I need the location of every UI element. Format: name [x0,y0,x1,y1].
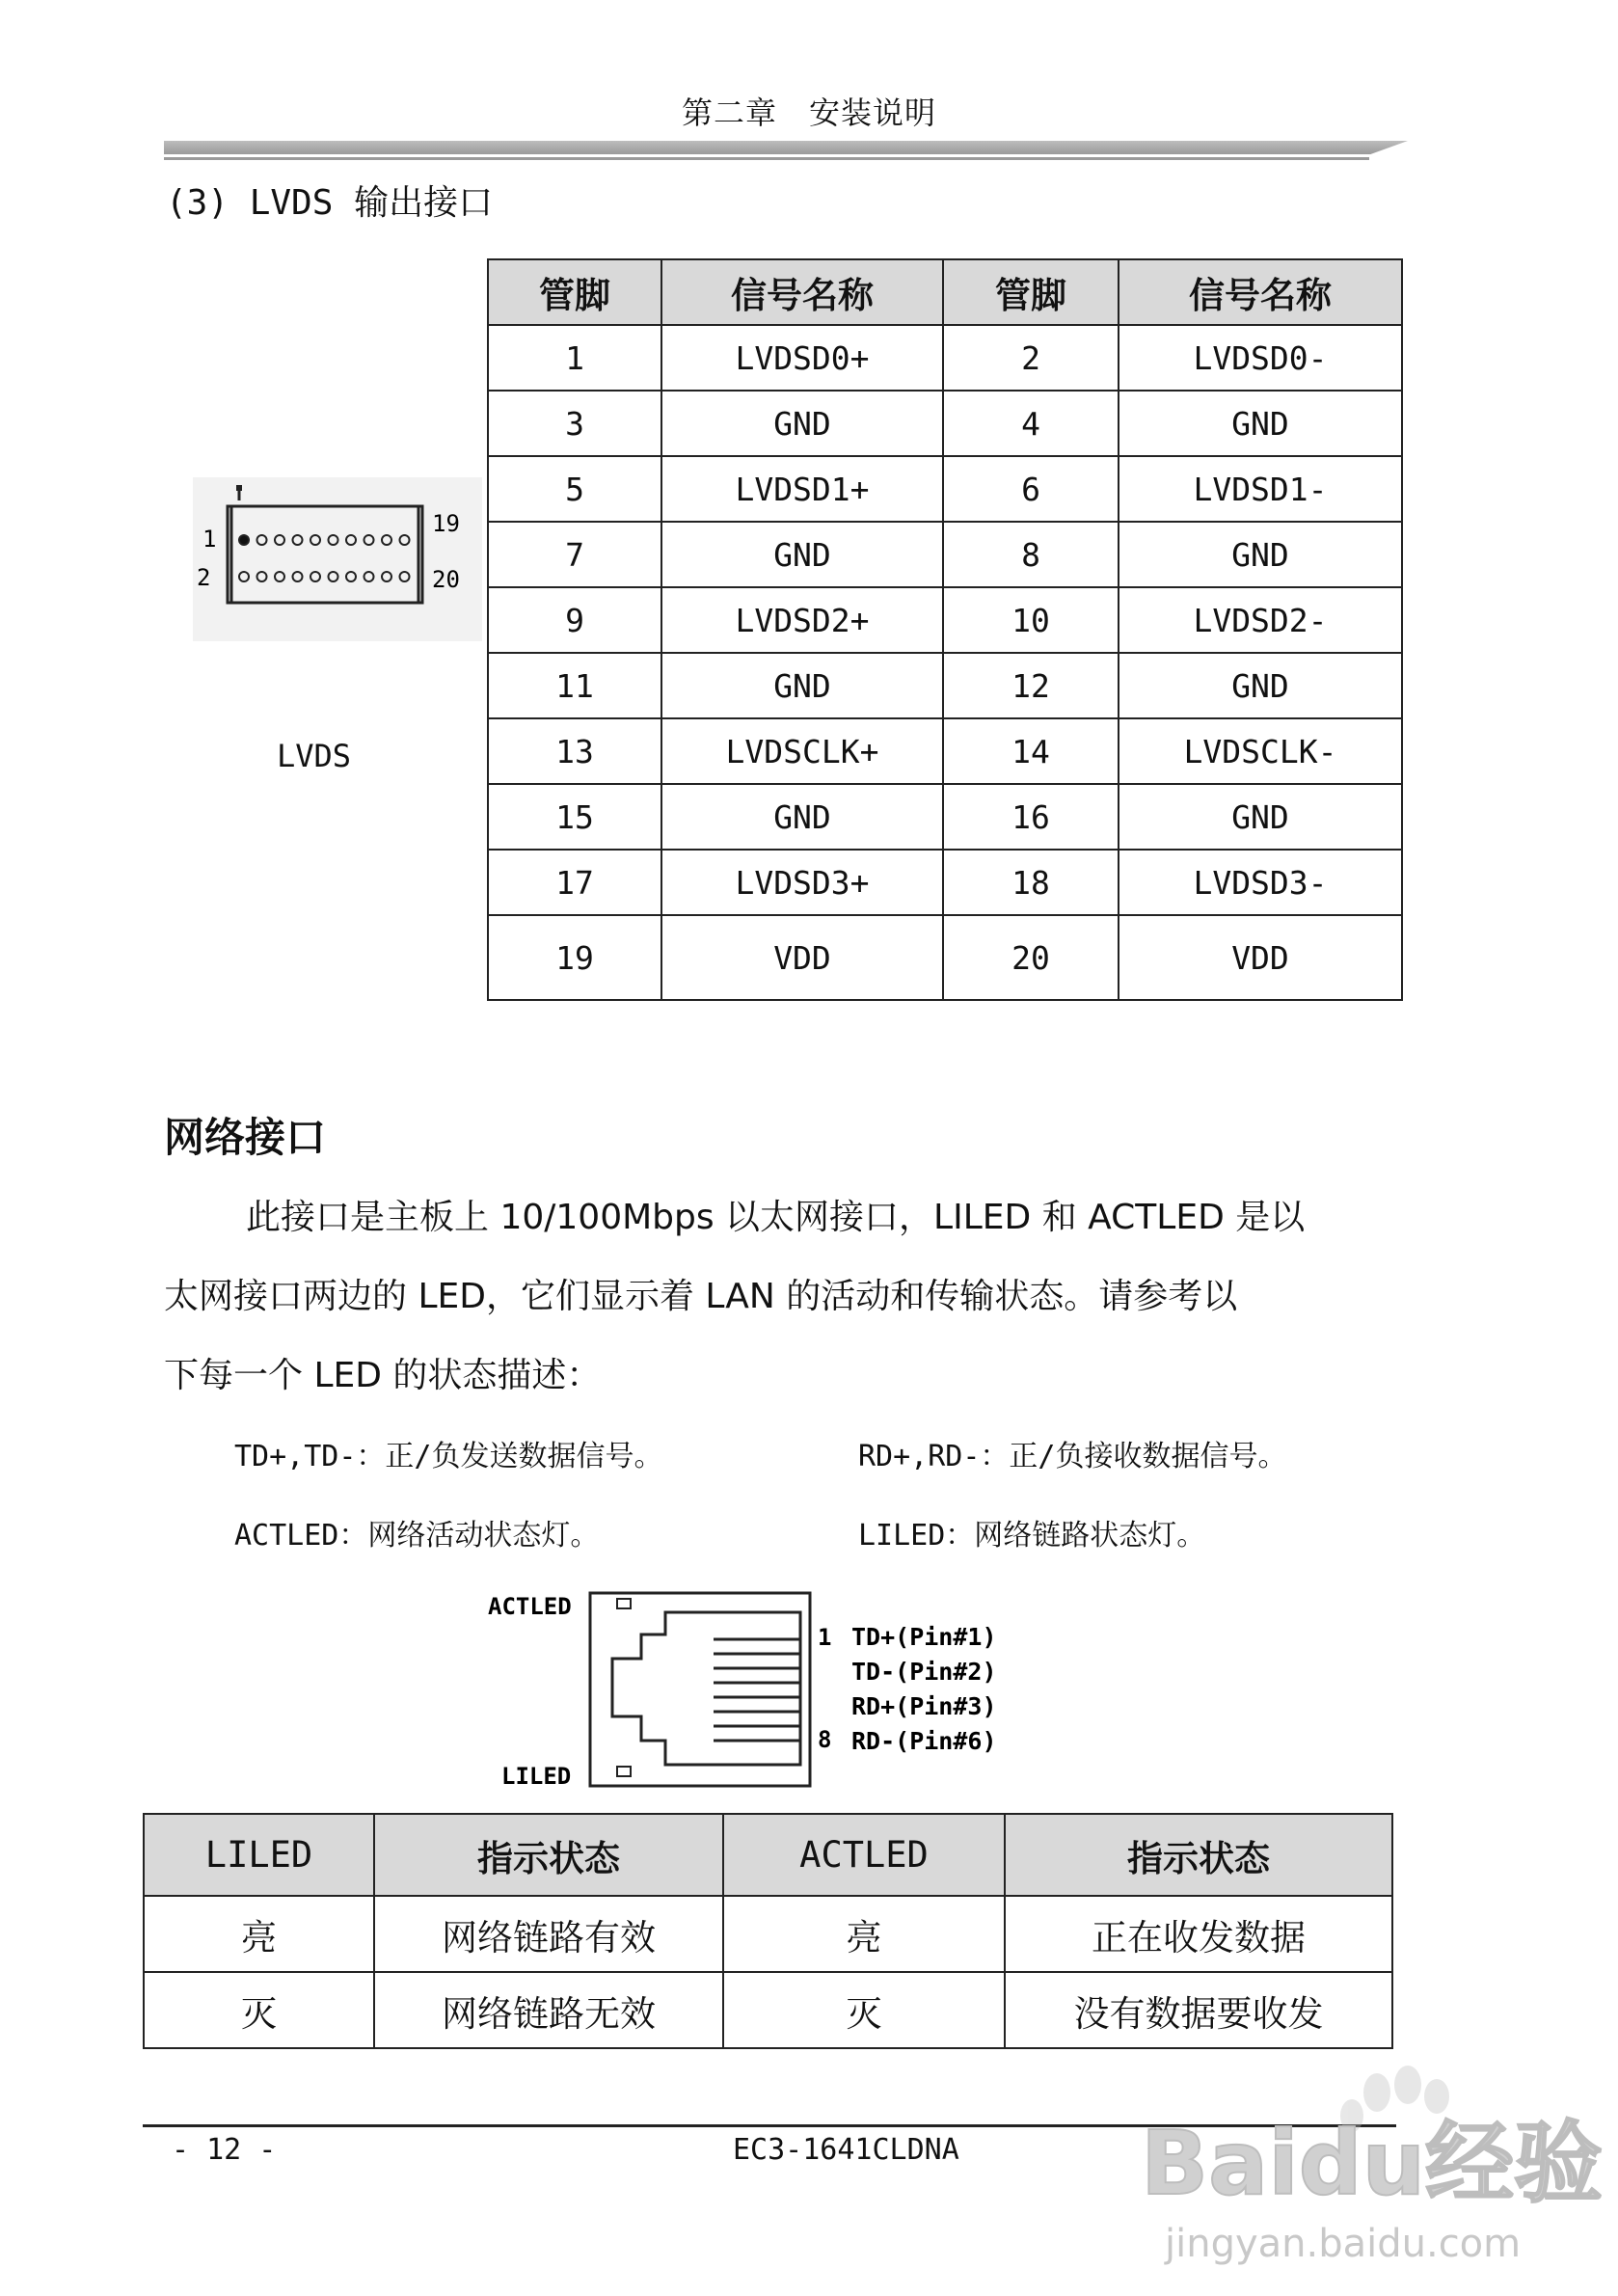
lvds-signal-cell: LVDSCLK+ [661,718,943,784]
lvds-signal-cell: LVDSCLK- [1119,718,1402,784]
rj45-contacts [714,1639,800,1741]
baidu-watermark [1136,2064,1604,2285]
def-liled: LILED：网络链路状态灯。 [858,1519,1206,1553]
led-status-table [143,1813,1393,2049]
paw-toe-3 [1424,2079,1449,2114]
lvds-table-row [488,456,1402,522]
lvds-pin-cell: 8 [943,522,1119,587]
rj45-pin-last: 8 [818,1726,832,1753]
lvds-heading: (3) LVDS 输出接口 [166,183,494,223]
lvds-table-row [488,587,1402,653]
lvds-signal-cell: LVDSD1+ [661,456,943,522]
lvds-header-pin-1: 管脚 [488,259,661,325]
connector-background [193,477,482,641]
network-paragraph-line-1: 此接口是主板上 10/100Mbps 以太网接口，LILED 和 ACTLED 是以 [246,1198,1306,1237]
pin-rd-plus: RD+(Pin#3) [851,1692,997,1720]
liled-indicator [617,1767,631,1776]
pin-label-2: 2 [197,564,211,591]
rj45-diagram [482,1581,1041,1794]
lvds-signal-cell: GND [1119,653,1402,718]
lvds-pin-table [487,258,1403,1001]
lvds-pin-cell: 4 [943,391,1119,456]
watermark-brand: Baidu经验 [1141,2112,1604,2215]
lvds-pin-cell: 5 [488,456,661,522]
network-paragraph-line-3: 下每一个 LED 的状态描述： [164,1356,602,1395]
led-actled-value: 灭 [723,1972,1005,2048]
lvds-pin-cell: 2 [943,325,1119,391]
pin-td-plus: TD+(Pin#1) [851,1623,997,1651]
lvds-signal-cell: LVDSD2- [1119,587,1402,653]
def-actled: ACTLED：网络活动状态灯。 [234,1519,600,1553]
def-rd: RD+,RD-：正/负接收数据信号。 [858,1440,1287,1473]
network-heading: 网络接口 [164,1114,327,1161]
rj45-outline [590,1593,810,1786]
liled-label: LILED [501,1763,572,1790]
lvds-signal-cell: LVDSD2+ [661,587,943,653]
lvds-signal-cell: GND [1119,522,1402,587]
actled-label: ACTLED [488,1593,572,1620]
lvds-pin-cell: 18 [943,850,1119,915]
lvds-table-row [488,522,1402,587]
lvds-pin-cell: 20 [943,915,1119,1000]
paw-toe-1 [1363,2073,1390,2112]
lvds-table-row [488,325,1402,391]
led-liled-state: 网络链路无效 [374,1972,723,2048]
header-rule [164,141,1408,154]
lvds-header-signal-1: 信号名称 [661,259,943,325]
lvds-signal-cell: LVDSD3- [1119,850,1402,915]
lvds-pin-cell: 1 [488,325,661,391]
led-actled-state: 没有数据要收发 [1005,1972,1392,2048]
lvds-signal-cell: GND [661,522,943,587]
lvds-signal-cell: GND [661,653,943,718]
lvds-pin-cell: 6 [943,456,1119,522]
network-paragraph-line-2: 太网接口两边的 LED，它们显示着 LAN 的活动和传输状态。请参考以 [164,1277,1238,1316]
lvds-pin-cell: 15 [488,784,661,850]
lvds-signal-cell: LVDSD3+ [661,850,943,915]
paw-toe-2 [1394,2066,1421,2104]
lvds-signal-cell: LVDSD0- [1119,325,1402,391]
led-header-actled: ACTLED [723,1814,1005,1896]
led-header-state-2: 指示状态 [1005,1814,1392,1896]
lvds-signal-cell: VDD [661,915,943,1000]
lvds-signal-cell: LVDSD0+ [661,325,943,391]
lvds-pin-cell: 13 [488,718,661,784]
lvds-signal-cell: GND [1119,391,1402,456]
lvds-header-signal-2: 信号名称 [1119,259,1402,325]
lvds-table-row [488,653,1402,718]
lvds-signal-cell: GND [661,391,943,456]
page-number: - 12 - [172,2133,277,2167]
lvds-signal-cell: GND [661,784,943,850]
lvds-pin-cell: 17 [488,850,661,915]
led-actled-state: 正在收发数据 [1005,1896,1392,1972]
lvds-header-pin-2: 管脚 [943,259,1119,325]
lvds-pin-cell: 3 [488,391,661,456]
lvds-pin-cell: 14 [943,718,1119,784]
led-header-state-1: 指示状态 [374,1814,723,1896]
pin-rd-minus: RD-(Pin#6) [851,1727,997,1755]
lvds-pin-cell: 19 [488,915,661,1000]
led-table-row [144,1972,1392,2048]
led-liled-value: 亮 [144,1896,374,1972]
lvds-signal-cell: LVDSD1- [1119,456,1402,522]
lvds-pin-cell: 9 [488,587,661,653]
watermark-url: jingyan.baidu.com [1165,2222,1522,2266]
lvds-signal-cell: GND [1119,784,1402,850]
actled-indicator [617,1599,631,1608]
pin-label-19: 19 [432,510,460,537]
chapter-title: 第二章 安装说明 [681,95,936,131]
lvds-pin-cell: 12 [943,653,1119,718]
lvds-table-row [488,915,1402,1000]
pin-1-marker [239,535,249,545]
led-liled-state: 网络链路有效 [374,1896,723,1972]
model-number: EC3-1641CLDNA [733,2133,959,2167]
def-td: TD+,TD-：正/负发送数据信号。 [234,1440,663,1473]
lvds-pin-cell: 7 [488,522,661,587]
rj45-pin-first: 1 [818,1624,832,1651]
pin-label-1: 1 [202,526,217,553]
pin-label-20: 20 [432,566,460,593]
lvds-pin-cell: 16 [943,784,1119,850]
led-liled-value: 灭 [144,1972,374,2048]
lvds-connector-label: LVDS [277,738,352,774]
led-table-row [144,1896,1392,1972]
lvds-connector-diagram [193,477,482,641]
lvds-table-row [488,718,1402,784]
lvds-table-row [488,850,1402,915]
pin-td-minus: TD-(Pin#2) [851,1658,997,1686]
header-rule-line [164,157,1369,160]
lvds-pin-cell: 11 [488,653,661,718]
lvds-table-row [488,784,1402,850]
led-actled-value: 亮 [723,1896,1005,1972]
lvds-table-row [488,391,1402,456]
led-header-liled: LILED [144,1814,374,1896]
lvds-signal-cell: VDD [1119,915,1402,1000]
lvds-pin-cell: 10 [943,587,1119,653]
